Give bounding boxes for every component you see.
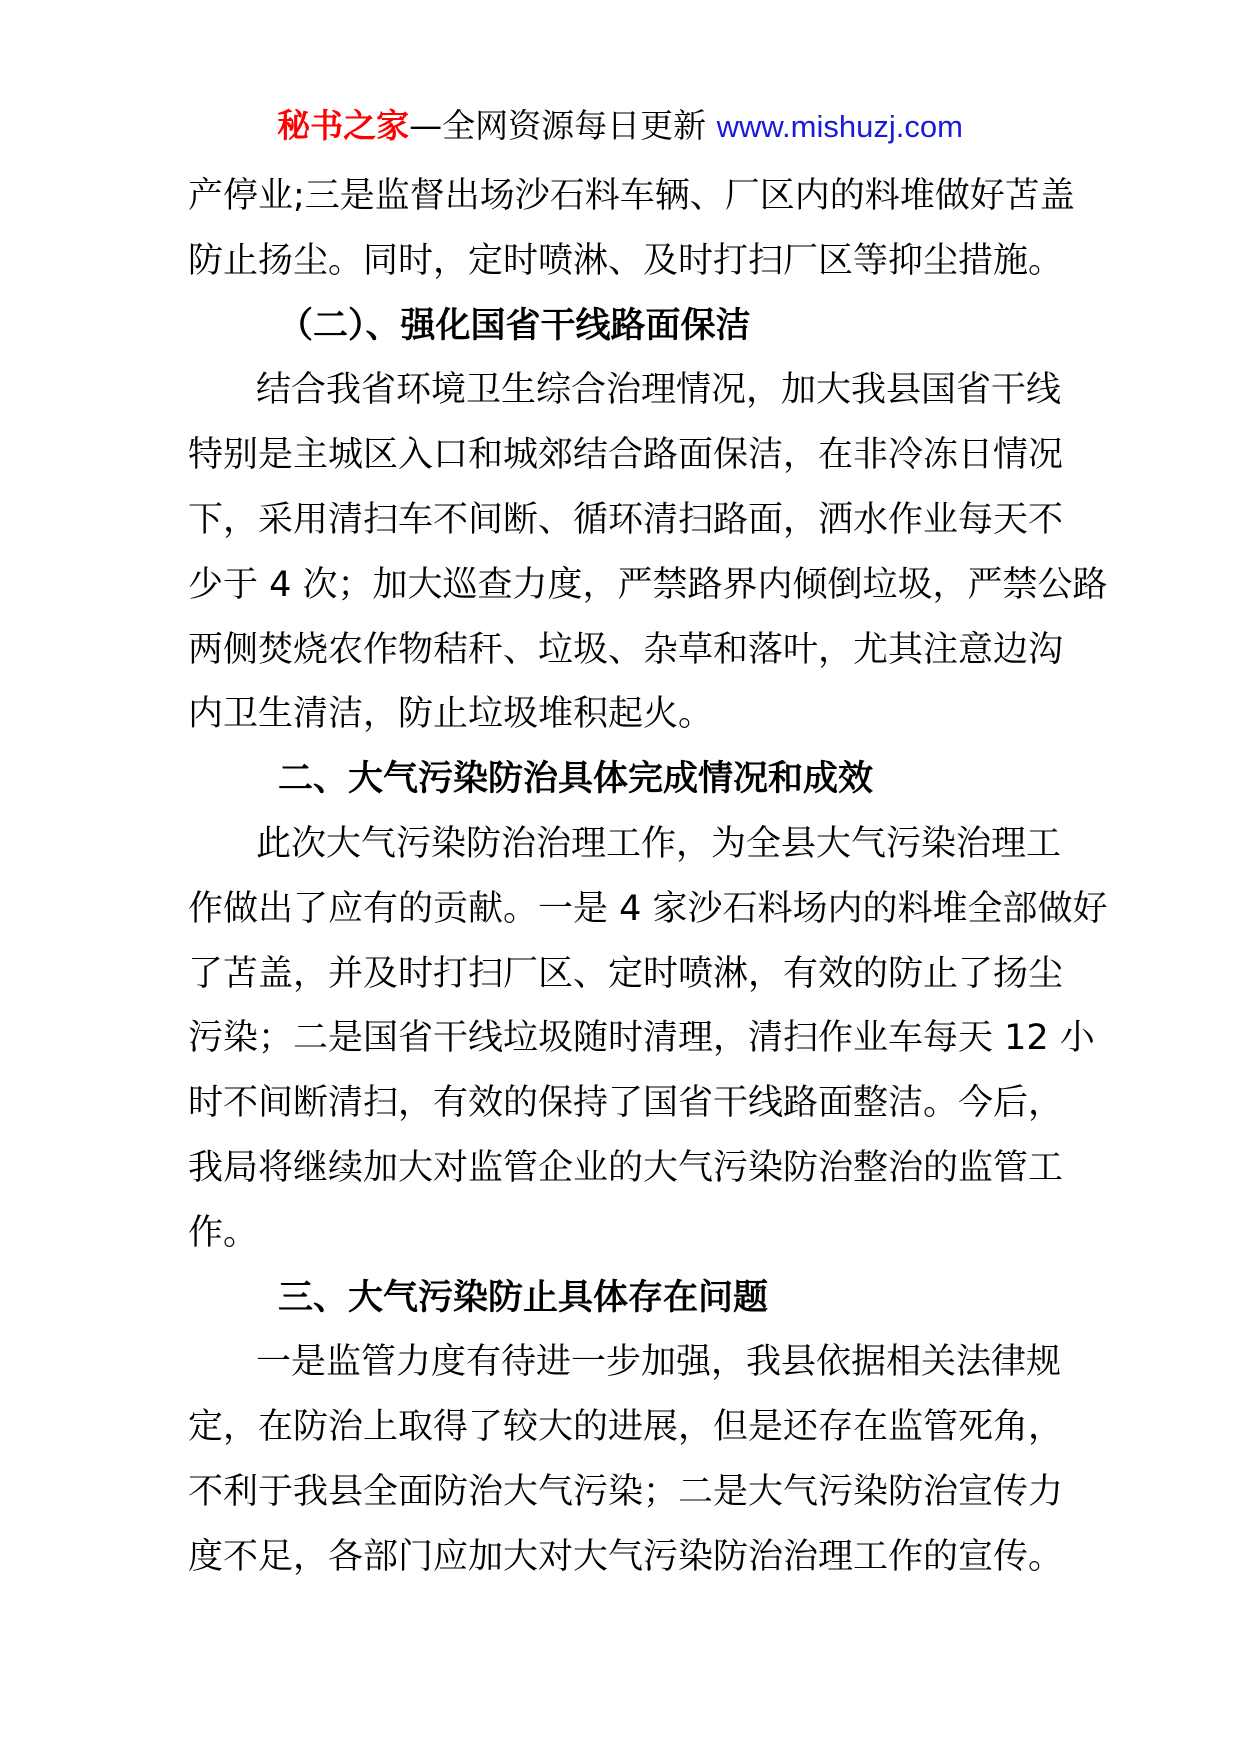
paragraph-line: 防止扬尘。同时，定时喷淋、及时打扫厂区等抑尘措施。 [188, 240, 1064, 281]
paragraph-line: 定，在防治上取得了较大的进展，但是还存在监管死角， [188, 1407, 1064, 1448]
paragraph-line: 时不间断清扫，有效的保持了国省干线路面整洁。今后， [188, 1083, 1064, 1124]
paragraph-line: 不利于我县全面防治大气污染；二是大气污染防治宣传力 [188, 1471, 1064, 1512]
section-heading: 二、大气污染防治具体完成情况和成效 [278, 759, 874, 800]
paragraph-line: 作做出了应有的贡献。一是 4 家沙石料场内的料堆全部做好 [188, 888, 1108, 929]
section-heading: （二）、强化国省干线路面保洁 [278, 305, 751, 346]
paragraph-line: 两侧焚烧农作物秸秆、垃圾、杂草和落叶，尤其注意边沟 [188, 629, 1064, 670]
paragraph-line: 结合我省环境卫生综合治理情况，加大我县国省干线 [256, 370, 1062, 411]
paragraph-line: 内卫生清洁，防止垃圾堆积起火。 [188, 694, 714, 735]
document-body [188, 164, 1108, 1590]
section-heading: 三、大气污染防止具体存在问题 [278, 1277, 769, 1318]
site-url-link[interactable]: www.mishuzj.com [716, 109, 963, 144]
paragraph-line: 下，采用清扫车不间断、循环清扫路面，洒水作业每天不 [188, 499, 1064, 540]
paragraph-line: 少于 4 次；加大巡查力度，严禁路界内倾倒垃圾，严禁公路 [188, 564, 1108, 605]
paragraph-line: 一是监管力度有待进一步加强，我县依据相关法律规 [256, 1342, 1062, 1383]
paragraph-line: 污染；二是国省干线垃圾随时清理，清扫作业车每天 12 小 [188, 1018, 1095, 1059]
site-banner [0, 104, 1240, 149]
banner-tagline: —全网资源每日更新 [409, 106, 717, 145]
paragraph-line: 作。 [188, 1212, 259, 1253]
paragraph-line: 特别是主城区入口和城郊结合路面保洁，在非冷冻日情况 [188, 435, 1064, 476]
paragraph-line: 产停业;三是监督出场沙石料车辆、厂区内的料堆做好苫盖 [188, 176, 1075, 216]
paragraph-line: 了苫盖，并及时打扫厂区、定时喷淋，有效的防止了扬尘 [188, 953, 1064, 994]
paragraph-line: 我局将继续加大对监管企业的大气污染防治整治的监管工 [188, 1147, 1064, 1188]
brand-name: 秘书之家 [277, 106, 410, 145]
paragraph-line: 度不足，各部门应加大对大气污染防治治理工作的宣传。 [188, 1536, 1064, 1577]
paragraph-line: 此次大气污染防治治理工作，为全县大气污染治理工 [256, 823, 1062, 864]
